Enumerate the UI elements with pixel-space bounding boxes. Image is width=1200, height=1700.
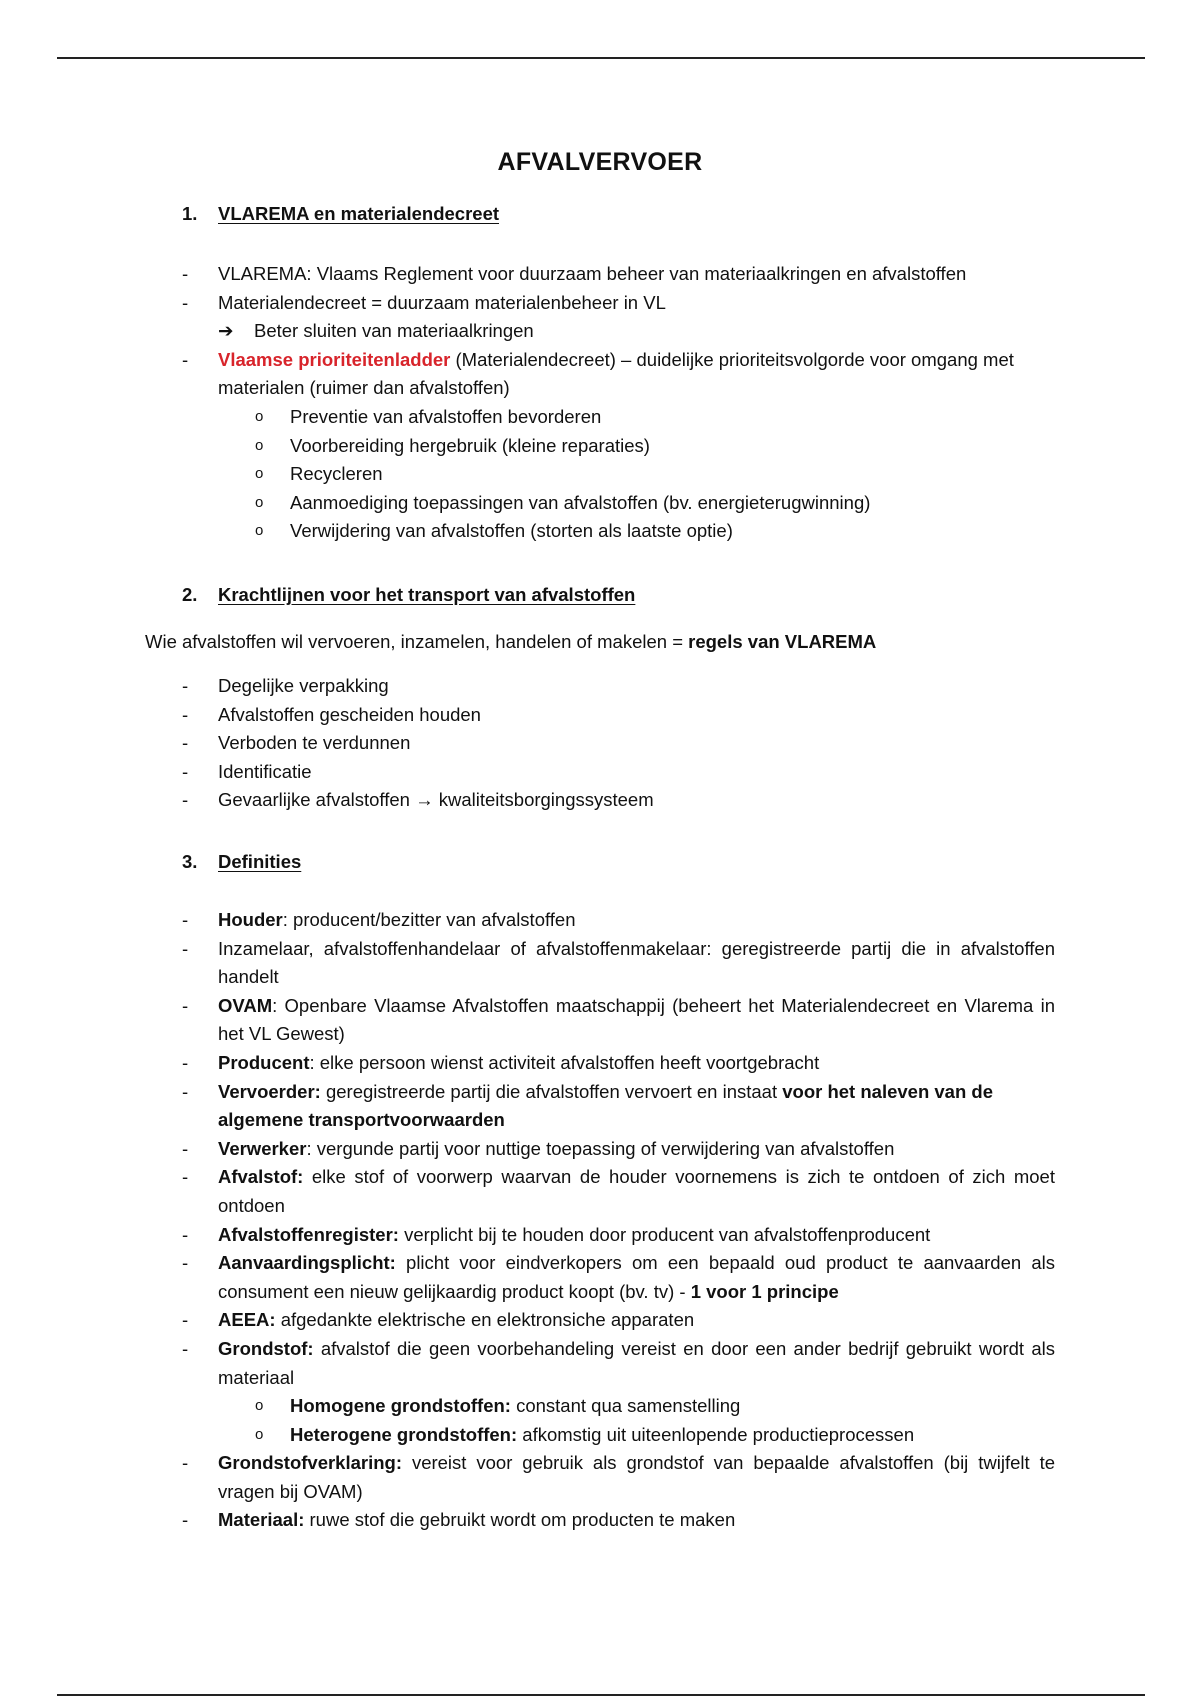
section-title: Krachtlijnen voor het transport van afvalstoffen [218, 584, 636, 605]
sub-item: o Heterogene grondstoffen: afkomstig uit uiteenlopende productieprocessen [218, 1421, 1055, 1450]
definition-item: - Materiaal: ruwe stof die gebruikt wordt om producten te maken [0, 1506, 1055, 1535]
definition-item: - Aanvaardingsplicht: plicht voor eindverkopers om een bepaald oud product te aanvaarden als consument een nieuw gelijkaardig product koopt (bv. tv) - 1 voor 1 principe [0, 1249, 1055, 1306]
definition-item: - Inzamelaar, afvalstoffenhandelaar of afvalstoffenmakelaar: geregistreerde partij die in afvalstoffen handelt [0, 935, 1055, 992]
definition-item: - Grondstof: afvalstof die geen voorbehandeling vereist en door een ander bedrijf gebruikt wordt als materiaal o Homogene grondstoffen: constant qua samenstelling o Heterogene grondstoffen: afkomstig uit uiteenlopende productieprocessen [0, 1335, 1055, 1449]
circle-bullet: o [255, 522, 264, 540]
definition-item: - AEEA: afgedankte elektrische en elektronsiche apparaten [0, 1306, 1055, 1335]
dash-bullet: - [182, 1337, 189, 1359]
dash-bullet: - [182, 263, 189, 284]
ladder-item: o Preventie van afvalstoffen bevorderen [218, 403, 1055, 432]
definition-item: - Vervoerder: geregistreerde partij die afvalstoffen vervoert en instaat voor het naleven van de algemene transportvoorwaarden [0, 1078, 1055, 1135]
list-item: - Vlaamse prioriteitenladder (Materialendecreet) – duidelijke prioriteitsvolgorde voor omgang met materialen (ruimer dan afvalstoffen) o Preventie van afvalstoffen bevorderen o Voorbereiding hergebruik (kleine reparaties) o Recycleren o Aanmoediging toepassingen van afvalstoffen (bv. energieterugwinning) o Verwijdering van afvalstoffen (storten als laatste optie) [0, 346, 1055, 546]
dash-bullet: - [182, 675, 189, 696]
dash-bullet: - [182, 1137, 189, 1159]
dash-bullet: - [182, 1452, 189, 1474]
dash-bullet: - [182, 909, 189, 930]
circle-bullet: o [255, 1425, 264, 1443]
circle-bullet: o [255, 493, 264, 511]
ladder-item: o Verwijdering van afvalstoffen (storten als laatste optie) [218, 517, 1055, 546]
section-number: 3. [182, 851, 198, 872]
list-item: - Gevaarlijke afvalstoffen → kwaliteitsborgingssysteem [0, 786, 1055, 815]
dash-bullet: - [182, 348, 189, 370]
dash-bullet: - [182, 937, 189, 959]
header-rule [57, 57, 1145, 59]
arrow-line: ➔ Beter sluiten van materiaalkringen [218, 317, 1055, 346]
circle-bullet: o [255, 1397, 264, 1415]
definition-item: - Houder: producent/bezitter van afvalstoffen [0, 906, 1055, 935]
section-3-heading [182, 851, 301, 873]
dash-bullet: - [182, 1252, 189, 1274]
list-item: - VLAREMA: Vlaams Reglement voor duurzaam beheer van materiaalkringen en afvalstoffen [0, 260, 1055, 289]
arrow-icon: ➔ [218, 320, 234, 342]
definition-item: - OVAM: Openbare Vlaamse Afvalstoffen maatschappij (beheert het Materialendecreet en Vlarema in het VL Gewest) [0, 992, 1055, 1049]
dash-bullet: - [182, 1509, 189, 1531]
list-item: - Afvalstoffen gescheiden houden [0, 701, 1055, 730]
section-number: 2. [182, 584, 198, 605]
sub-item: o Homogene grondstoffen: constant qua samenstelling [218, 1392, 1055, 1421]
list-item: - Identificatie [0, 758, 1055, 787]
grondstof-sublist [218, 1392, 1055, 1449]
section-2-heading [182, 584, 635, 606]
circle-bullet: o [255, 407, 264, 425]
ladder-item: o Aanmoediging toepassingen van afvalstoffen (bv. energieterugwinning) [218, 489, 1055, 518]
list-item: - Materialendecreet = duurzaam materialenbeheer in VL ➔ Beter sluiten van materiaalkringen [0, 289, 1055, 346]
list-item: - Verboden te verdunnen [0, 729, 1055, 758]
section-2-intro: Wie afvalstoffen wil vervoeren, inzamelen, handelen of makelen = regels van VLAREMA [145, 631, 877, 652]
list-item: - Degelijke verpakking [0, 672, 1055, 701]
section-1-heading [182, 203, 499, 225]
highlight-term: Vlaamse prioriteitenladder [218, 348, 451, 370]
section-title: VLAREMA en materialendecreet [218, 203, 500, 224]
ladder-item: o Recycleren [218, 460, 1055, 489]
dash-bullet: - [182, 703, 189, 725]
footer-rule [57, 1694, 1145, 1696]
dash-bullet: - [182, 1051, 189, 1073]
definition-item: - Afvalstof: elke stof of voorwerp waarvan de houder voornemens is zich te ontdoen of zich moet ontdoen [0, 1163, 1055, 1220]
section-number: 1. [182, 203, 198, 224]
definition-item: - Afvalstoffenregister: verplicht bij te houden door producent van afvalstoffenproducent [0, 1221, 1055, 1250]
section-1-list [0, 260, 1055, 546]
section-title: Definities [218, 851, 302, 872]
document-title: AFVALVERVOER [497, 148, 703, 176]
dash-bullet: - [182, 1223, 189, 1245]
dash-bullet: - [182, 291, 189, 313]
dash-bullet: - [182, 1080, 189, 1102]
dash-bullet: - [182, 1309, 189, 1331]
dash-bullet: - [182, 732, 189, 754]
dash-bullet: - [182, 760, 189, 782]
dash-bullet: - [182, 1166, 189, 1188]
definitions-list [0, 906, 1055, 1535]
definition-item: - Verwerker: vergunde partij voor nuttige toepassing of verwijdering van afvalstoffen [0, 1135, 1055, 1164]
dash-bullet: - [182, 789, 189, 811]
ladder-list [218, 403, 1055, 546]
section-2-list [0, 672, 1055, 815]
circle-bullet: o [255, 465, 264, 483]
circle-bullet: o [255, 436, 264, 454]
definition-item: - Grondstofverklaring: vereist voor gebruik als grondstof van bepaalde afvalstoffen (bij twijfelt te vragen bij OVAM) [0, 1449, 1055, 1506]
dash-bullet: - [182, 994, 189, 1016]
ladder-item: o Voorbereiding hergebruik (kleine reparaties) [218, 432, 1055, 461]
definition-item: - Producent: elke persoon wienst activiteit afvalstoffen heeft voortgebracht [0, 1049, 1055, 1078]
